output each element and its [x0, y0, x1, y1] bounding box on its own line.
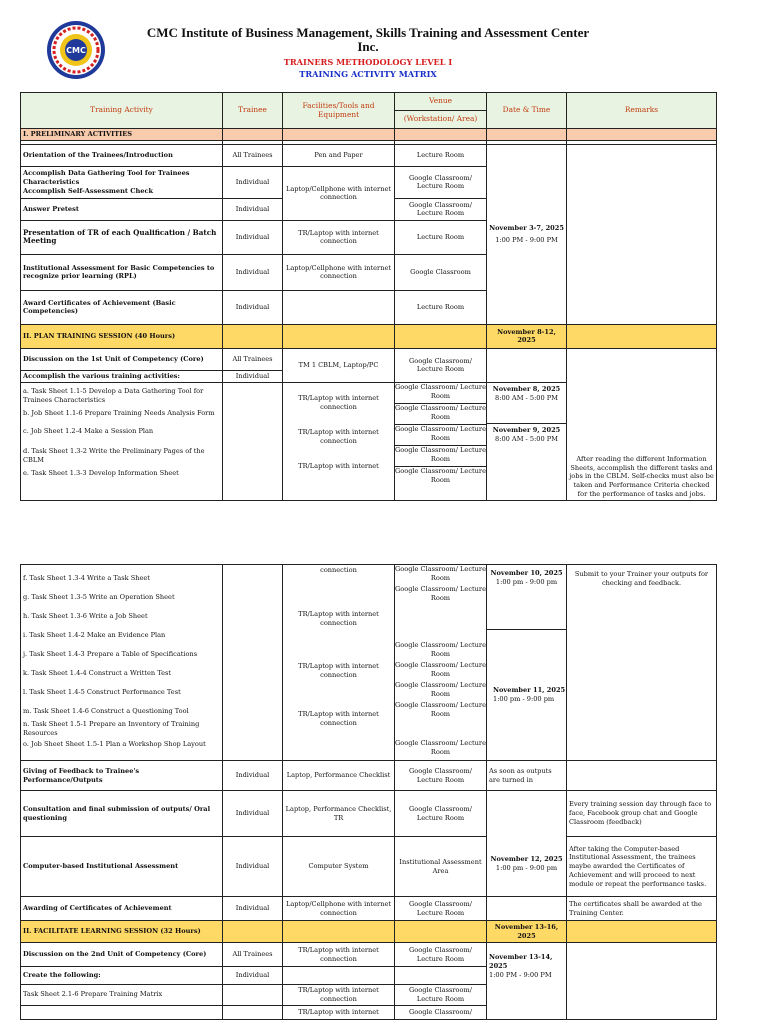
plan-remark: After reading the different Information Sheets, accomplish the different tasks and jobs in the CBLM. Self-checks must also be taken and Performance Criteria checked for the performance of tasks and jobs. [569, 454, 714, 498]
facilities-cell: TR/Laptop with internet connection [283, 985, 395, 1006]
activity-cell: Computer-based Institutional Assessment [21, 837, 223, 897]
time-text: 1:00 pm - 9:00 pm [495, 577, 558, 586]
trainee-cell: Individual [223, 897, 283, 921]
section-preliminary: I. PRELIMINARY ACTIVITIES [21, 129, 223, 141]
program-title: TRAINERS METHODOLOGY LEVEL I [283, 57, 453, 67]
activity-cell: Orientation of the Trainees/Introduction [21, 144, 223, 166]
list-item: l. Task Sheet 1.4-5 Construct Performance Test [23, 688, 181, 696]
venue-text: Google Classroom/ Lecture Room [395, 466, 486, 484]
table-row [21, 943, 717, 967]
activity-cell [21, 166, 223, 198]
facilities-cell: TR/Laptop with internet connection [283, 943, 395, 967]
venue-cell: Google Classroom/ Lecture Room [395, 791, 487, 837]
date-block-11 [487, 630, 566, 704]
trainee-cell: Individual [223, 198, 283, 220]
section-plan-training: II. PLAN TRAINING SESSION (40 Hours) [21, 324, 223, 348]
activity-cell: Institutional Assessment for Basic Competencies to recognize prior learning (RPL) [21, 254, 223, 290]
col-header-activity: Training Activity [21, 93, 223, 129]
venue-list-cell [395, 382, 487, 500]
list-item: h. Task Sheet 1.3-6 Write a Job Sheet [23, 612, 148, 620]
plan-dates-cell [487, 382, 567, 500]
date-text: November 9, 2025 [492, 425, 561, 434]
col-header-venue: Venue [395, 93, 487, 111]
date-block-8 [487, 385, 566, 424]
facilities-cell [283, 382, 395, 500]
date-block-10 [487, 565, 566, 630]
remarks-cell: The certificates shall be awarded at the Training Center. [567, 897, 717, 921]
activity-list-cell [21, 382, 223, 500]
page-break [0, 512, 768, 560]
activity-cell: Create the following: [21, 967, 223, 985]
venue-cell: Google Classroom/ [395, 1005, 487, 1019]
logo-text: CMC [66, 46, 86, 55]
table-row [21, 791, 717, 837]
venue-cell: Google Classroom [395, 254, 487, 290]
list-item: j. Task Sheet 1.4-3 Prepare a Table of Specifications [23, 650, 198, 658]
facility-text: TR/Laptop with internet connection [298, 610, 379, 627]
date-cell [487, 791, 567, 897]
activity-text: Accomplish Data Gathering Tool for Trainees Characteristics [23, 169, 190, 186]
facilities-cell [283, 565, 395, 761]
list-item: k. Task Sheet 1.4-4 Construct a Written Test [23, 669, 172, 677]
trainee-cell: Individual [223, 791, 283, 837]
trainee-cell: Individual [223, 370, 283, 382]
trainee-cell: Individual [223, 967, 283, 985]
facility-text: TR/Laptop with internet [298, 461, 379, 470]
venue-text: Google Classroom/ Lecture Room [395, 661, 486, 678]
time-text: 1:00 pm - 9:00 pm [495, 863, 558, 872]
date-text: November 11, 2025 [493, 686, 566, 694]
trainee-cell: Individual [223, 254, 283, 290]
document-header [0, 0, 768, 92]
trainee-cell: All Trainees [223, 943, 283, 967]
remarks-cell [567, 565, 717, 761]
facility-text: connection [320, 566, 357, 574]
venue-cell: Google Classroom/ Lecture Room [395, 198, 487, 220]
date-cell: As soon as outputs are turned in [487, 761, 567, 791]
facilities-cell: TM 1 CBLM, Laptop/PC [283, 348, 395, 382]
venue-cell: Google Classroom/ Lecture Room [395, 761, 487, 791]
section-facilitate-learning: II. FACILITATE LEARNING SESSION (32 Hours) [21, 921, 223, 943]
trainee-cell: Individual [223, 290, 283, 324]
trainee-cell: Individual [223, 837, 283, 897]
activity-list-cell [21, 565, 223, 761]
venue-text: Google Classroom/ Lecture Room [395, 565, 486, 582]
date-text: November 12, 2025 [490, 854, 563, 863]
activity-cell: Consultation and final submission of outputs/ Oral questioning [21, 791, 223, 837]
table-row [21, 348, 717, 370]
org-line-2: Inc. [357, 39, 379, 54]
prelim-time: 1:00 PM - 9:00 PM [495, 236, 558, 245]
prelim-remarks-cell [567, 144, 717, 324]
facilities-cell: Pen and Paper [283, 144, 395, 166]
list-item: i. Task Sheet 1.4-2 Make an Evidence Plan [23, 631, 166, 639]
activity-cell: Discussion on the 2nd Unit of Competency (Core) [21, 943, 223, 967]
venue-cell: Google Classroom/ Lecture Room [395, 985, 487, 1006]
training-matrix-page2 [20, 564, 717, 1020]
date-text: November 8, 2025 [492, 384, 561, 393]
venue-text: Google Classroom/ Lecture Room [395, 446, 486, 467]
venue-text: Google Classroom/ Lecture Room [395, 739, 486, 756]
activity-cell: Discussion on the 1st Unit of Competency (Core) [21, 348, 223, 370]
table-row [21, 761, 717, 791]
venue-cell: Google Classroom/ Lecture Room [395, 897, 487, 921]
venue-cell: Lecture Room [395, 290, 487, 324]
list-item: n. Task Sheet 1.5-1 Prepare an Inventory of Training Resources [23, 720, 200, 737]
org-line-1: CMC Institute of Business Management, Skills Training and Assessment Center [146, 25, 590, 40]
remark-submit: Submit to your Trainer your outputs for checking and feedback. [574, 570, 709, 587]
time-text: 8:00 AM - 5:00 PM [495, 393, 558, 402]
venue-text: Google Classroom/ Lecture Room [395, 404, 486, 425]
list-item: g. Task Sheet 1.3-5 Write an Operation Sheet [23, 593, 175, 601]
list-item: c. Job Sheet 1.2-4 Make a Session Plan [23, 426, 154, 435]
facility-text: TR/Laptop with internet connection [298, 710, 379, 727]
activity-cell: Award Certificates of Achievement (Basic Competencies) [21, 290, 223, 324]
col-header-venue-sub: (Workstation/ Area) [395, 111, 487, 129]
facilities-cell: Computer System [283, 837, 395, 897]
facility-text: TR/Laptop with internet connection [298, 662, 379, 679]
activity-cell: Task Sheet 2.1-6 Prepare Training Matrix [21, 985, 223, 1006]
venue-cell: Institutional Assessment Area [395, 837, 487, 897]
list-item: m. Task Sheet 1.4-6 Construct a Questioning Tool [23, 707, 189, 715]
date-text: November 10, 2025 [490, 569, 563, 577]
activity-cell: Awarding of Certificates of Achievement [21, 897, 223, 921]
plan-date: November 8-12, 2025 [487, 324, 567, 348]
facilities-cell: Laptop/Cellphone with internet connection [283, 254, 395, 290]
venue-cell: Google Classroom/ Lecture Room [395, 943, 487, 967]
section-row [21, 324, 717, 348]
date-cell [487, 943, 567, 1020]
matrix-title: TRAINING ACTIVITY MATRIX [299, 69, 437, 79]
list-item: f. Task Sheet 1.3-4 Write a Task Sheet [23, 574, 150, 582]
venue-text: Google Classroom/ Lecture Room [395, 641, 486, 658]
dates-cell [487, 565, 567, 761]
activity-cell: Giving of Feedback to Trainee's Performance/Outputs [21, 761, 223, 791]
remarks-cell: After taking the Computer-based Institutional Assessment, the trainees maybe awarded the Certificates of Achievement and will proceed to next module or repeat the performance tasks. [567, 837, 717, 897]
trainee-cell: Individual [223, 761, 283, 791]
activity-cell: Presentation of TR of each Qualification / Batch Meeting [21, 220, 223, 254]
venue-cell: Google Classroom/ Lecture Room [395, 348, 487, 382]
prelim-date: November 3-7, 2025 [489, 223, 564, 232]
list-item: b. Job Sheet 1.1-6 Prepare Training Needs Analysis Form [23, 408, 215, 417]
cmc-logo-icon [46, 20, 106, 80]
facilities-cell: TR/Laptop with internet [283, 1005, 395, 1019]
list-item: e. Task Sheet 1.3-3 Develop Information Sheet [23, 468, 179, 477]
facilities-cell: Laptop, Performance Checklist [283, 761, 395, 791]
table-row [21, 837, 717, 897]
facilitate-date: November 13-16, 2025 [487, 921, 567, 943]
table-row [21, 897, 717, 921]
activity-cell: Accomplish the various training activities: [21, 370, 223, 382]
col-header-facilities: Facilities/Tools and Equipment [283, 93, 395, 129]
venue-list-cell [395, 565, 487, 761]
remarks-cell: Every training session day through face to face, Facebook group chat and Google Classroom (feedback) [567, 791, 717, 837]
list-item: a. Task Sheet 1.1-5 Develop a Data Gathering Tool for Trainees Characteristics [23, 386, 204, 404]
facility-text: TR/Laptop with internet connection [298, 393, 379, 411]
section-row [21, 921, 717, 943]
list-item: o. Job Sheet Sheet 1.5-1 Plan a Workshop Shop Layout [23, 740, 206, 748]
plan-remarks-cell [567, 348, 717, 500]
prelim-date-cell [487, 144, 567, 324]
activity-cell: Answer Pretest [21, 198, 223, 220]
trainee-cell: All Trainees [223, 144, 283, 166]
venue-text: Google Classroom/ Lecture Room [395, 425, 486, 446]
venue-text: Google Classroom/ Lecture Room [395, 681, 486, 698]
facilities-cell: Laptop/Cellphone with internet connection [283, 897, 395, 921]
venue-cell: Lecture Room [395, 144, 487, 166]
facilities-cell: TR/Laptop with internet connection [283, 220, 395, 254]
training-matrix-page1 [20, 92, 717, 501]
facility-text: TR/Laptop with internet connection [298, 427, 379, 445]
venue-text: Google Classroom/ Lecture Room [395, 701, 486, 718]
table-row [21, 565, 717, 761]
trainee-cell: Individual [223, 220, 283, 254]
venue-text: Google Classroom/ Lecture Room [395, 585, 486, 602]
time-text: 1:00 pm - 9:00 pm [493, 694, 555, 703]
time-text: 8:00 AM - 5:00 PM [495, 434, 558, 443]
venue-cell: Google Classroom/ Lecture Room [395, 166, 487, 198]
list-item: d. Task Sheet 1.3-2 Write the Preliminary Pages of the CBLM [23, 446, 205, 464]
trainee-cell: Individual [223, 166, 283, 198]
trainee-cell: All Trainees [223, 348, 283, 370]
venue-cell: Lecture Room [395, 220, 487, 254]
time-text: 1:00 PM - 9:00 PM [489, 970, 552, 979]
activity-text-2: Accomplish Self-Assessment Check [23, 186, 154, 195]
col-header-remarks: Remarks [567, 93, 717, 129]
table-row [21, 144, 717, 166]
date-text: November 13-14, 2025 [489, 953, 553, 970]
facilities-cell: Laptop/Cellphone with internet connection [283, 166, 395, 220]
date-block-9 [487, 426, 566, 444]
venue-text: Google Classroom/ Lecture Room [395, 383, 486, 404]
col-header-trainee: Trainee [223, 93, 283, 129]
organization-name [118, 26, 618, 54]
facilities-cell: Laptop, Performance Checklist, TR [283, 791, 395, 837]
col-header-date: Date & Time [487, 93, 567, 129]
